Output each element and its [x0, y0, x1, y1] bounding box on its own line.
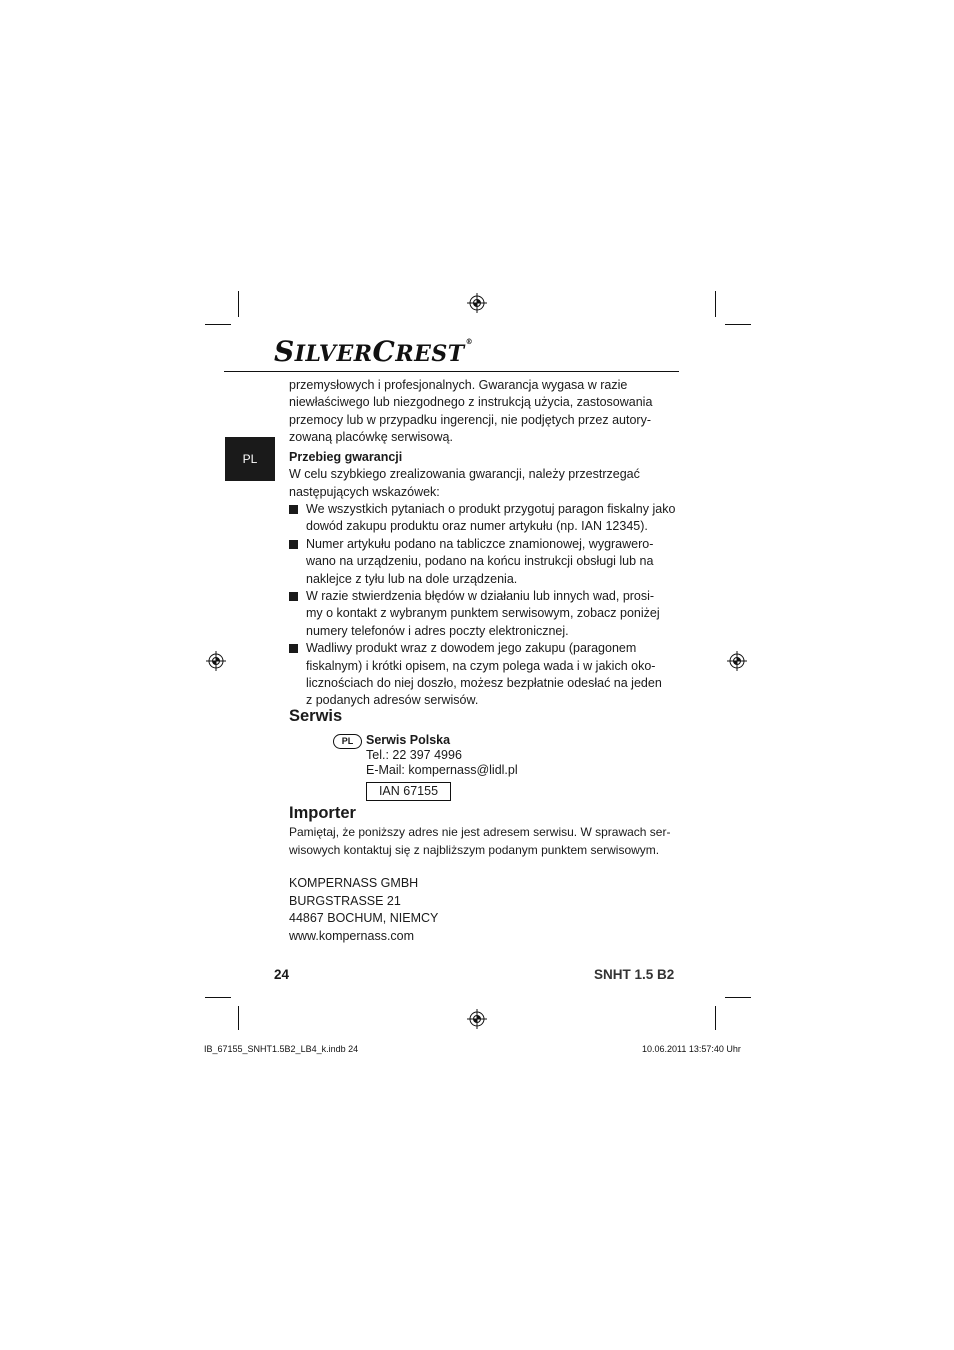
- print-timestamp: 10.06.2011 13:57:40 Uhr: [642, 1044, 741, 1054]
- square-bullet-icon: [289, 644, 298, 653]
- square-bullet-icon: [289, 592, 298, 601]
- crop-mark: [238, 291, 239, 317]
- crop-mark: [715, 291, 716, 317]
- text-line: naklejce z tyłu lub na dole urządzenia.: [306, 571, 518, 586]
- square-bullet-icon: [289, 540, 298, 549]
- print-file-info: IB_67155_SNHT1.5B2_LB4_k.indb 24: [204, 1044, 359, 1054]
- text-line: W celu szybkiego zrealizowania gwarancji, należy przestrzegać: [289, 467, 640, 482]
- brand-logo: SILVERCREST®: [274, 335, 474, 368]
- language-tab: [225, 437, 275, 481]
- crop-mark: [238, 1006, 239, 1030]
- crop-mark: [725, 997, 751, 998]
- text-line: W razie stwierdzenia błędów w działaniu lub innych wad, prosi-: [306, 589, 655, 604]
- importer-address: [289, 875, 674, 945]
- text-line: z podanych adresów serwisów.: [306, 693, 479, 708]
- text-line: wisowych kontaktuj się z najbliższym podanym punktem serwisowym.: [289, 843, 660, 857]
- language-tab-label: PL: [242, 452, 258, 466]
- text-line: We wszystkich pytaniach o produkt przygotuj paragon fiskalny jako: [306, 502, 676, 516]
- list-item: [289, 640, 679, 710]
- text-line: dowód zakupu produktu oraz numer artykułu (np. IAN 12345).: [306, 519, 648, 534]
- text-line: niewłaściwego lub niezgodnego z instrukcją użycia, zastosowania: [289, 395, 653, 410]
- page-number: 24: [274, 967, 290, 982]
- list-item: [289, 536, 679, 588]
- crop-mark: [205, 997, 231, 998]
- text-line: numery telefonów i adres poczty elektronicznej.: [306, 623, 569, 638]
- text-line: przemysłowych i profesjonalnych. Gwarancja wygasa w razie: [289, 378, 628, 392]
- crop-mark: [205, 324, 231, 325]
- square-bullet-icon: [289, 505, 298, 514]
- text-line: następujących wskazówek:: [289, 484, 440, 499]
- service-name: Serwis Polska: [366, 733, 451, 747]
- text-line: Numer artykułu podano na tabliczce znamionowej, wygrawero-: [306, 536, 654, 551]
- crop-mark: [725, 324, 751, 325]
- address-line: KOMPERNASS GMBH: [289, 876, 419, 890]
- address-line: BURGSTRASSE 21: [289, 893, 401, 908]
- service-heading: Serwis: [289, 707, 343, 725]
- importer-note: [289, 823, 689, 859]
- registration-mark-icon: [727, 651, 747, 671]
- crop-mark: [715, 1006, 716, 1030]
- warranty-heading: Przebieg gwarancji: [289, 450, 403, 464]
- text-line: wano na urządzeniu, podano na końcu instrukcji obsługi lub na: [306, 554, 654, 569]
- header-rule: [224, 371, 679, 372]
- service-email: E-Mail: kompernass@lidl.pl: [366, 763, 518, 777]
- registration-mark-icon: [206, 651, 226, 671]
- registration-mark-icon: [467, 1009, 487, 1029]
- text-line: Pamiętaj, że poniższy adres nie jest adresem serwisu. W sprawach ser-: [289, 825, 671, 839]
- intro-paragraph: [289, 377, 674, 447]
- importer-heading: Importer: [289, 804, 356, 822]
- ian-box: IAN 67155: [366, 782, 451, 801]
- list-item: [289, 501, 679, 536]
- service-phone: Tel.: 22 397 4996: [366, 748, 462, 762]
- text-line: licznościach do niej doszło, możesz bezpłatnie odesłać na jeden: [306, 676, 662, 691]
- list-item: [289, 588, 679, 640]
- text-line: zowaną placówkę serwisową.: [289, 430, 453, 445]
- service-contact: [366, 733, 518, 778]
- text-line: fiskalnym) i krótki opisem, na czym polega wada i w jakich oko-: [306, 658, 656, 673]
- text-line: Wadliwy produkt wraz z dowodem jego zakupu (paragonem: [306, 641, 637, 656]
- text-line: przemocy lub w przypadku ingerencji, nie podjętych przez autory-: [289, 412, 651, 427]
- country-badge: PL: [333, 734, 362, 749]
- warranty-section: [289, 449, 674, 501]
- registration-mark-icon: [467, 293, 487, 313]
- text-line: my o kontakt z wybranym punktem serwisowym, zobacz poniżej: [306, 606, 660, 621]
- warranty-bullet-list: [289, 501, 679, 710]
- website-link: www.kompernass.com: [289, 928, 415, 943]
- model-number: SNHT 1.5 B2: [594, 967, 675, 982]
- address-line: 44867 BOCHUM, NIEMCY: [289, 911, 439, 925]
